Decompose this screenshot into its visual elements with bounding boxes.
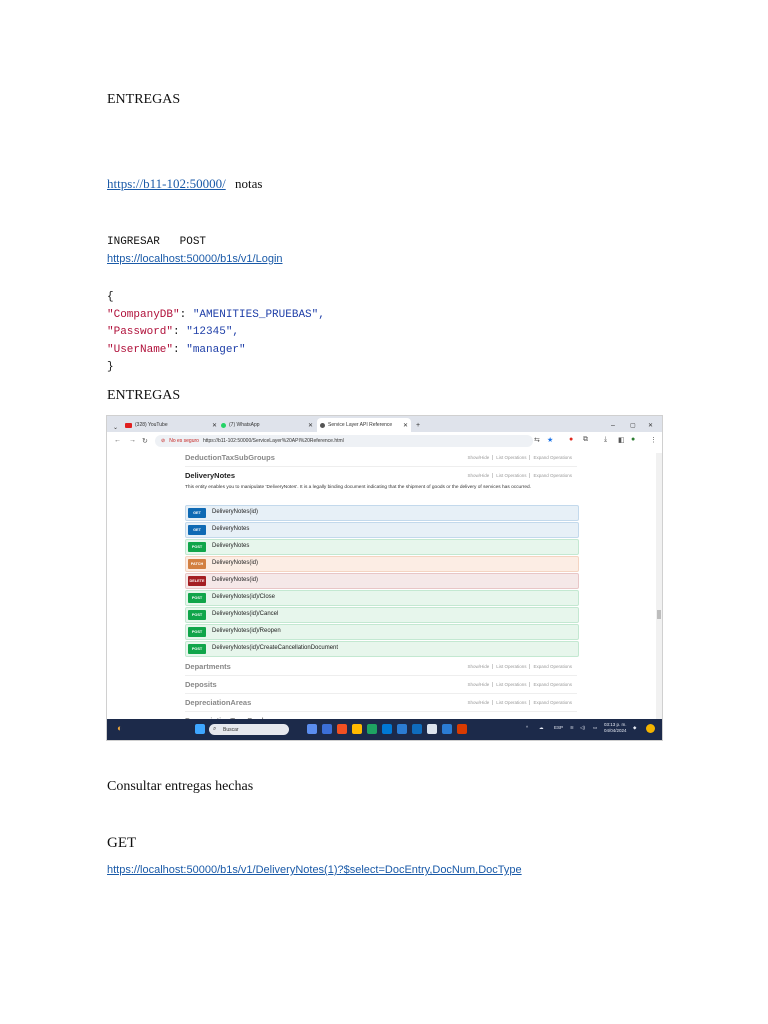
app-icon[interactable] xyxy=(457,724,467,734)
task-view-icon[interactable] xyxy=(307,724,317,734)
tray-chevron-icon[interactable]: ^ xyxy=(526,725,529,730)
resource-title[interactable]: Departments xyxy=(185,662,231,671)
consult-label: Consultar entregas hechas xyxy=(107,779,254,794)
back-icon[interactable]: ← xyxy=(114,437,121,444)
clock-time: 03:13 p. m. xyxy=(604,722,627,727)
clock[interactable] xyxy=(604,722,627,734)
cloud-icon[interactable]: ☁ xyxy=(539,725,544,730)
edge-icon[interactable] xyxy=(382,724,392,734)
operation-path[interactable]: DeliveryNotes(id)/Reopen xyxy=(212,628,281,634)
app-icon[interactable] xyxy=(427,724,437,734)
operation-row[interactable] xyxy=(185,573,579,589)
operation-row[interactable] xyxy=(185,624,579,640)
tab-youtube-label: (328) YouTube xyxy=(135,422,168,428)
close-icon[interactable]: ✕ xyxy=(211,422,217,429)
search-icon: ⌕ xyxy=(213,726,217,732)
operation-path[interactable]: DeliveryNotes(id) xyxy=(212,560,259,566)
file-explorer-icon[interactable] xyxy=(352,724,362,734)
method-badge: POST xyxy=(188,644,206,654)
bell-icon[interactable]: ◆ xyxy=(633,725,637,730)
get-url[interactable]: https://localhost:50000/b1s/v1/DeliveryNotes(1)?$select=DocEntry,DocNum,DocType xyxy=(107,864,522,876)
login-json-block xyxy=(107,289,325,377)
chrome-icon[interactable] xyxy=(367,724,377,734)
app-icon[interactable] xyxy=(322,724,332,734)
resource-deposits[interactable] xyxy=(185,678,577,694)
app-icon[interactable] xyxy=(337,724,347,734)
resource-deductiontaxsubgroups[interactable] xyxy=(185,451,577,467)
tab-service-layer[interactable] xyxy=(317,418,411,432)
embedded-screenshot xyxy=(107,416,662,740)
weather-icon[interactable]: ◐ xyxy=(117,723,123,733)
operation-path[interactable]: DeliveryNotes xyxy=(212,543,250,549)
scrollbar-thumb[interactable] xyxy=(657,610,661,619)
tab-whatsapp[interactable] xyxy=(221,418,313,432)
browser-tab-bar xyxy=(107,416,662,432)
method-badge: POST xyxy=(188,593,206,603)
word-icon[interactable] xyxy=(397,724,407,734)
operation-row[interactable] xyxy=(185,539,579,555)
operation-path[interactable]: DeliveryNotes(id)/CreateCancellationDocument xyxy=(212,645,339,651)
method-badge: POST xyxy=(188,610,206,620)
warning-icon: ⊘ xyxy=(161,438,166,444)
insecure-label: No es seguro xyxy=(169,438,199,444)
operation-path[interactable]: DeliveryNotes(id) xyxy=(212,509,259,515)
json-line-password: "Password": "12345", xyxy=(107,326,240,338)
login-label: INGRESAR POST xyxy=(107,236,207,248)
get-label: GET xyxy=(107,835,137,851)
whatsapp-icon xyxy=(221,423,226,428)
taskbar-search-input[interactable] xyxy=(209,724,289,735)
resource-title[interactable]: DeductionTaxSubGroups xyxy=(185,453,275,462)
heading-entregas-1: ENTREGAS xyxy=(107,92,181,107)
method-badge: GET xyxy=(188,525,206,535)
browser-address-bar xyxy=(107,432,662,452)
operation-path[interactable]: DeliveryNotes xyxy=(212,526,250,532)
star-icon[interactable]: ★ xyxy=(547,437,554,444)
operation-row[interactable] xyxy=(185,590,579,606)
puzzle-icon[interactable]: ⧉ xyxy=(583,436,588,443)
operation-path[interactable]: DeliveryNotes(id)/Cancel xyxy=(212,611,279,617)
heading-entregas-2: ENTREGAS xyxy=(107,388,181,403)
windows-taskbar xyxy=(107,719,662,740)
menu-icon[interactable]: ⋮ xyxy=(650,437,657,444)
json-close: } xyxy=(107,361,114,373)
operation-row[interactable] xyxy=(185,641,579,657)
method-badge: POST xyxy=(188,627,206,637)
tab-youtube[interactable] xyxy=(125,418,217,432)
tab-service-layer-label: Service Layer API Reference xyxy=(328,422,393,428)
app-icon[interactable] xyxy=(442,724,452,734)
battery-icon[interactable]: ▭ xyxy=(593,725,598,730)
reload-icon[interactable]: ↻ xyxy=(142,438,148,445)
resource-depreciationareas[interactable] xyxy=(185,696,577,712)
globe-icon xyxy=(320,423,325,428)
resource-links: Show/Hide List Operations Expand Operations xyxy=(464,455,575,460)
resource-links: Show/Hide List Operations Expand Operations xyxy=(464,682,575,687)
json-line-username: "UserName": "manager" xyxy=(107,343,246,356)
extension-icon[interactable]: ● xyxy=(569,436,574,443)
maximize-button[interactable]: ▢ xyxy=(630,422,636,429)
language-indicator[interactable]: ESP xyxy=(554,725,564,730)
resource-description: This entity enables you to manipulate 'DeliveryNotes'. It is a legally binding document indicating that the shipment of goods or the delivery of services has occurred. xyxy=(185,485,532,490)
clock-date: 04/04/2024 xyxy=(604,728,627,733)
omnibox-url: https://b11-102:50000/ServiceLayer%20API%20Reference.html xyxy=(202,438,344,444)
method-badge: POST xyxy=(188,542,206,552)
json-open: { xyxy=(107,291,114,303)
server-link-line xyxy=(107,176,262,192)
resource-links: Show/Hide List Operations Expand Operations xyxy=(464,700,575,705)
tab-whatsapp-label: (7) WhatsApp xyxy=(229,422,260,428)
wifi-icon[interactable]: ≋ xyxy=(570,725,574,730)
profile-avatar[interactable]: ● xyxy=(631,436,636,443)
resource-title[interactable]: DeliveryNotes xyxy=(185,471,236,480)
login-url[interactable]: https://localhost:50000/b1s/v1/Login xyxy=(107,253,283,265)
youtube-icon xyxy=(125,423,132,428)
operation-row[interactable] xyxy=(185,522,579,538)
resource-links: Show/Hide List Operations Expand Operations xyxy=(464,473,575,478)
resource-departments[interactable] xyxy=(185,660,577,676)
operation-path[interactable]: DeliveryNotes(id)/Close xyxy=(212,594,276,600)
forward-icon[interactable]: → xyxy=(129,437,136,444)
close-icon[interactable]: ✕ xyxy=(402,422,408,429)
server-link[interactable]: https://b11-102:50000/ xyxy=(107,176,226,191)
download-icon[interactable]: ⤓ xyxy=(604,436,608,443)
method-badge: PATCH xyxy=(188,559,206,569)
volume-icon[interactable]: ◁) xyxy=(580,725,585,730)
resource-deliverynotes[interactable] xyxy=(185,469,577,484)
omnibox[interactable] xyxy=(155,435,533,447)
page-scrollbar[interactable] xyxy=(656,453,662,719)
new-tab-icon[interactable]: + xyxy=(416,421,421,429)
outlook-icon[interactable] xyxy=(412,724,422,734)
resource-title[interactable]: Deposits xyxy=(185,680,217,689)
close-icon[interactable]: ✕ xyxy=(307,422,313,429)
search-placeholder: Buscar xyxy=(223,726,239,733)
server-link-note: notas xyxy=(234,176,263,191)
json-line-companydb: "CompanyDB": "AMENITIES_PRUEBAS", xyxy=(107,308,325,321)
method-badge: DELETE xyxy=(188,576,206,586)
resource-links: Show/Hide List Operations Expand Operations xyxy=(464,664,575,669)
sidepanel-icon[interactable]: ◧ xyxy=(618,437,625,444)
start-icon[interactable] xyxy=(195,724,205,734)
copilot-icon[interactable] xyxy=(646,724,655,733)
operation-path[interactable]: DeliveryNotes(id) xyxy=(212,577,259,583)
method-badge: GET xyxy=(188,508,206,518)
swagger-page xyxy=(107,451,662,719)
operation-row[interactable] xyxy=(185,607,579,623)
translate-icon[interactable]: ⇆ xyxy=(534,437,540,444)
minimize-button[interactable]: – xyxy=(611,421,615,429)
tab-list-icon[interactable]: ⌄ xyxy=(113,424,119,431)
operation-row[interactable] xyxy=(185,556,579,572)
operation-row[interactable] xyxy=(185,505,579,521)
close-window-button[interactable]: ✕ xyxy=(648,422,654,429)
resource-title[interactable]: DepreciationAreas xyxy=(185,698,252,707)
